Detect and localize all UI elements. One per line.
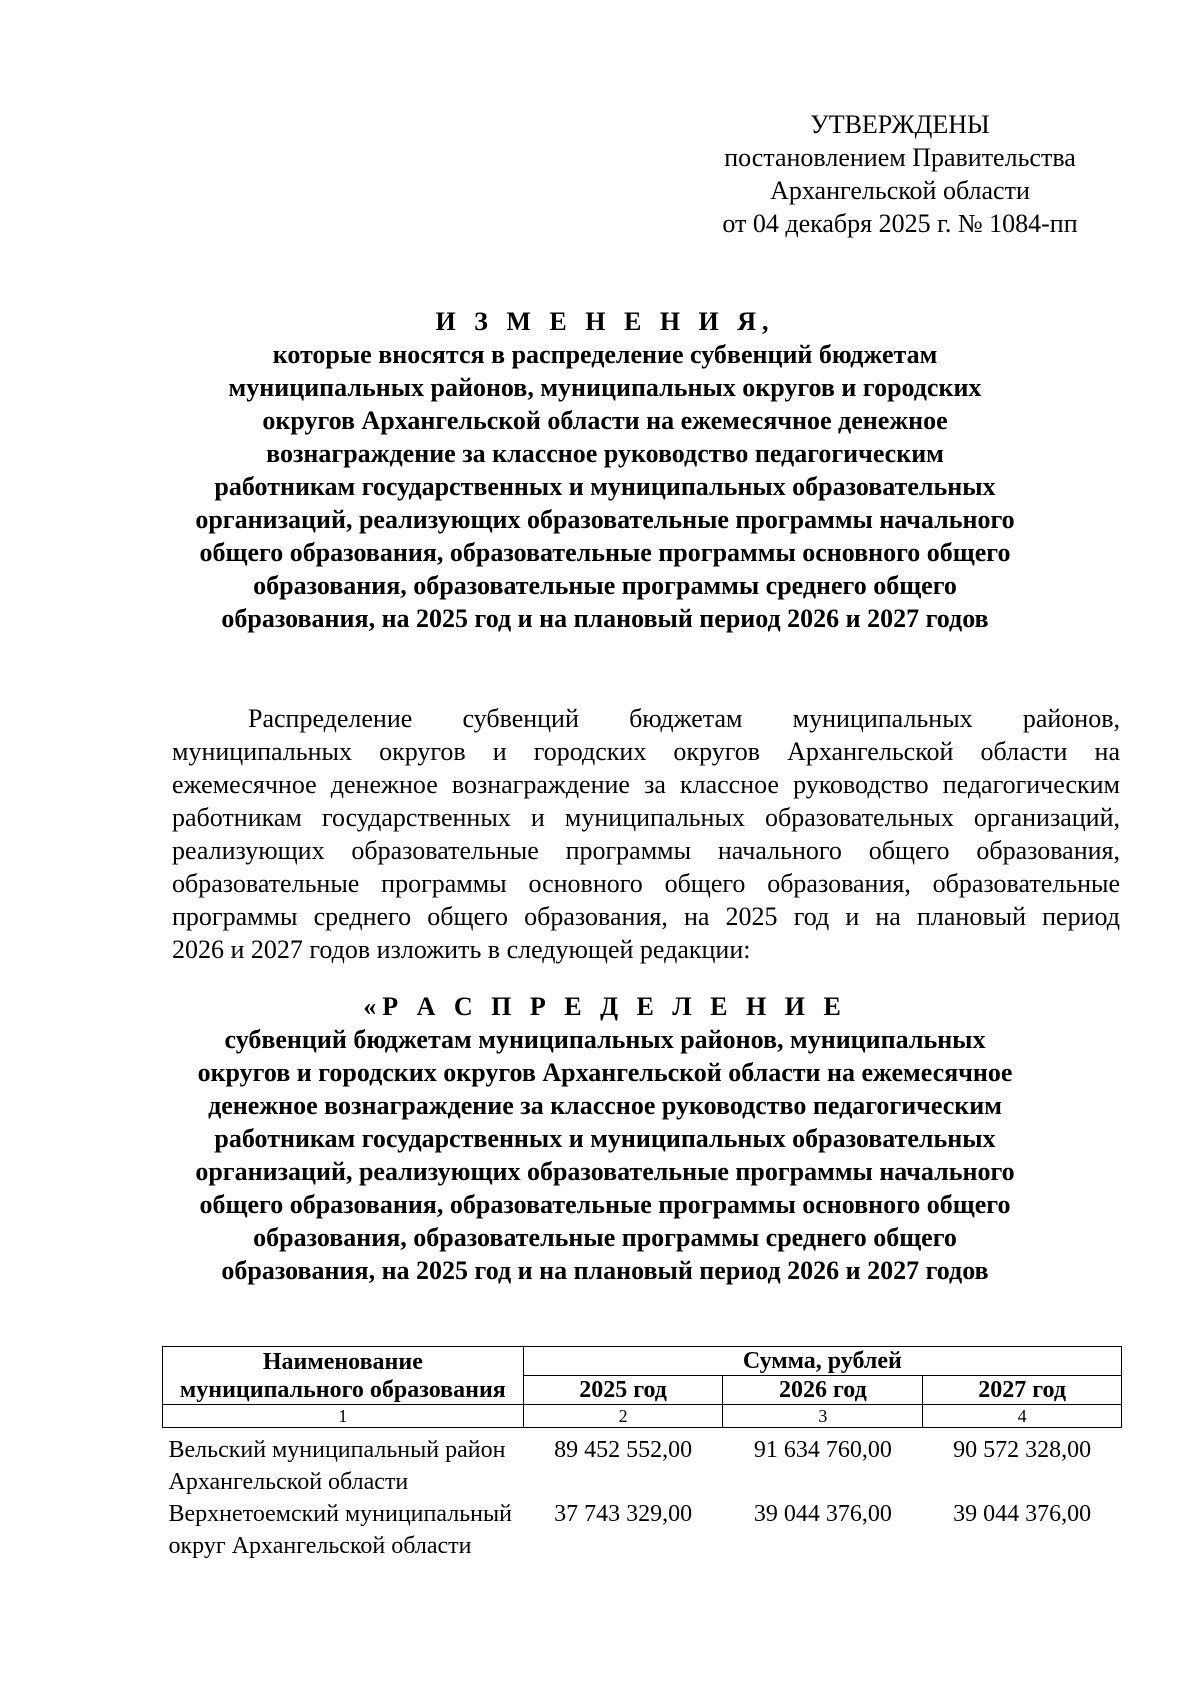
distribution-subtitle-line: работникам государственных и муниципальных образовательных	[214, 1124, 996, 1153]
amount-2026: 39 044 376,00	[753, 1501, 892, 1527]
distribution-subtitle	[180, 1023, 1030, 1287]
paragraph-line: ежемесячное денежное вознаграждение за классное руководство педагогическим	[172, 770, 1120, 799]
col-header-2026: 2026 год	[723, 1376, 923, 1405]
approval-stamp	[690, 108, 1110, 240]
distribution-heading: «Р А С П Р Е Д Е Л Е Н И Е	[363, 992, 847, 1021]
changes-subtitle-line: муниципальных районов, муниципальных округов и городских	[228, 373, 982, 402]
distribution-subtitle-line: округов и городских округов Архангельской области на ежемесячное	[197, 1058, 1013, 1087]
table-row	[163, 1498, 1122, 1562]
amount-2026: 91 634 760,00	[753, 1437, 892, 1463]
amount-2025: 37 743 329,00	[554, 1501, 693, 1527]
distribution-subtitle-line: общего образования, образовательные программы основного общего	[199, 1190, 1011, 1219]
amount-2025: 89 452 552,00	[554, 1437, 693, 1463]
col-header-name: Наименование муниципального образования	[163, 1347, 524, 1405]
changes-subtitle-line: которые вносятся в распределение субвенций бюджетам	[272, 340, 938, 369]
col-header-2027: 2027 год	[923, 1376, 1122, 1405]
changes-subtitle-line: общего образования, образовательные программы основного общего	[199, 538, 1011, 567]
changes-subtitle-line: работникам государственных и муниципальных образовательных	[214, 472, 996, 501]
col-number: 4	[923, 1405, 1122, 1428]
paragraph-line: Распределение субвенций бюджетам муниципальных районов,	[248, 704, 1120, 733]
col-header-2025: 2025 год	[523, 1376, 723, 1405]
distribution-subtitle-line: образования, образовательные программы среднего общего	[253, 1223, 957, 1252]
changes-subtitle	[180, 338, 1030, 635]
distribution-subtitle-line: образования, на 2025 год и на плановый период 2026 и 2027 годов	[221, 1256, 989, 1285]
changes-subtitle-line: округов Архангельской области на ежемесячное денежное	[262, 406, 948, 435]
amount-2027: 90 572 328,00	[953, 1437, 1092, 1463]
col-number: 3	[723, 1405, 923, 1428]
distribution-table	[162, 1346, 1122, 1562]
approval-date-number: от 04 декабря 2025 г. № 1084-пп	[722, 209, 1078, 238]
col-number: 2	[523, 1405, 723, 1428]
changes-heading: И З М Е Н Е Н И Я,	[435, 307, 775, 336]
distribution-subtitle-line: денежное вознаграждение за классное руководство педагогическим	[208, 1091, 1002, 1120]
col-header-sum: Сумма, рублей	[523, 1347, 1121, 1376]
body-paragraph	[172, 702, 1120, 966]
paragraph-line: работникам государственных и муниципальных образовательных организаций,	[172, 803, 1120, 832]
paragraph-line: образовательные программы основного общего образования, образовательные	[172, 869, 1120, 898]
changes-subtitle-line: образования, образовательные программы среднего общего	[253, 571, 957, 600]
paragraph-line: муниципальных округов и городских округов Архангельской области на	[172, 737, 1120, 766]
table-row	[163, 1434, 1122, 1498]
approval-heading: УТВЕРЖДЕНЫ	[810, 110, 990, 139]
col-number: 1	[163, 1405, 524, 1428]
approval-region: Архангельской области	[770, 176, 1030, 205]
paragraph-line: программы среднего общего образования, на 2025 год и на плановый период	[172, 902, 1120, 931]
municipality-name: Вельский муниципальный район Архангельской области	[168, 1437, 506, 1495]
changes-title	[180, 305, 1030, 635]
distribution-subtitle-line: организаций, реализующих образовательные программы начального	[195, 1157, 1015, 1186]
distribution-subtitle-line: субвенций бюджетам муниципальных районов, муниципальных	[224, 1025, 986, 1054]
municipality-name: Верхнетоемский муниципальный округ Архангельской области	[168, 1501, 512, 1559]
paragraph-line: 2026 и 2027 годов изложить в следующей редакции:	[172, 935, 751, 964]
changes-subtitle-line: организаций, реализующих образовательные программы начального	[195, 505, 1015, 534]
distribution-title	[180, 990, 1030, 1287]
changes-subtitle-line: образования, на 2025 год и на плановый период 2026 и 2027 годов	[221, 604, 989, 633]
paragraph-line: реализующих образовательные программы начального общего образования,	[172, 836, 1120, 865]
amount-2027: 39 044 376,00	[953, 1501, 1092, 1527]
changes-subtitle-line: вознаграждение за классное руководство педагогическим	[266, 439, 944, 468]
approval-authority: постановлением Правительства	[724, 143, 1076, 172]
